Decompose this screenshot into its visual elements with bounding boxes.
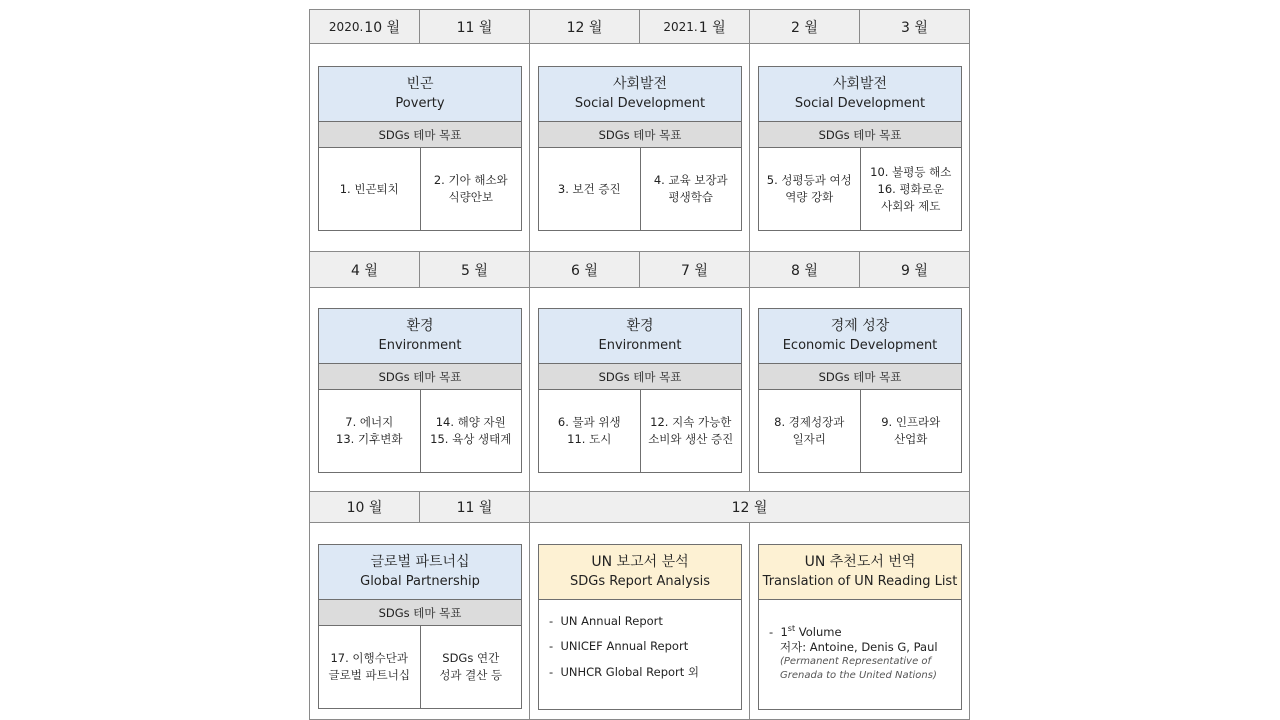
- card-subtitle: SDGs 테마 목표: [759, 122, 961, 148]
- card-subtitle: SDGs 테마 목표: [539, 364, 741, 390]
- card-subtitle: SDGs 테마 목표: [319, 122, 521, 148]
- translation-card: [758, 544, 962, 710]
- volume-line: - 1st Volume: [769, 624, 842, 639]
- goal-cell: 2. 기아 해소와 식량안보: [420, 148, 522, 230]
- goal-cell: SDGs 연간 성과 결산 등: [420, 626, 522, 708]
- goal-cell: 14. 해양 자원 15. 육상 생태계: [420, 390, 522, 472]
- month-header: 4 월: [309, 251, 420, 288]
- month-header: 5 월: [419, 251, 530, 288]
- month-header: 12 월: [529, 9, 640, 44]
- month-header: 2021. 1 월: [639, 9, 750, 44]
- month-header: 7 월: [639, 251, 750, 288]
- goal-cell: 9. 인프라와 산업화: [860, 390, 962, 472]
- goal-cell: 12. 지속 가능한 소비와 생산 증진: [640, 390, 742, 472]
- goal-cell: 6. 물과 위생 11. 도시: [557, 415, 621, 446]
- month-header: 2020. 10 월: [309, 9, 420, 44]
- month-header: 9 월: [859, 251, 970, 288]
- card-title: 빈곤 Poverty: [319, 67, 521, 122]
- theme-card-social-development: [758, 66, 962, 231]
- report-analysis-card: [538, 544, 742, 710]
- card-subtitle: SDGs 테마 목표: [539, 122, 741, 148]
- card-title: UN 보고서 분석 SDGs Report Analysis: [539, 545, 741, 600]
- list-item: - UNHCR Global Report 외: [549, 665, 700, 679]
- card-subtitle: SDGs 테마 목표: [759, 364, 961, 390]
- goal-cell: 10. 불평등 해소 16. 평화로운 사회와 제도: [860, 148, 962, 230]
- card-title: 사회발전 Social Development: [759, 67, 961, 122]
- theme-card-environment: [318, 308, 522, 473]
- column-divider: [749, 44, 750, 251]
- card-title: UN 추천도서 번역 Translation of UN Reading List: [759, 545, 961, 600]
- month-header: 11 월: [419, 491, 530, 523]
- report-list: [539, 600, 741, 689]
- theme-card-social-development: [538, 66, 742, 231]
- reading-list: [759, 600, 961, 683]
- goal-cell: 3. 보건 증진: [557, 181, 621, 196]
- goal-cell: 4. 교육 보장과 평생학습: [640, 148, 742, 230]
- theme-card-poverty: [318, 66, 522, 231]
- card-title: 환경 Environment: [319, 309, 521, 364]
- column-divider: [529, 288, 530, 491]
- author-note: (Permanent Representative of Grenada to the United Nations): [780, 655, 937, 681]
- goal-cell: 7. 에너지 13. 기후변화: [336, 415, 403, 446]
- month-header: 3 월: [859, 9, 970, 44]
- month-header: 8 월: [749, 251, 860, 288]
- card-title: 사회발전 Social Development: [539, 67, 741, 122]
- month-header: 6 월: [529, 251, 640, 288]
- theme-card-environment: [538, 308, 742, 473]
- goal-cell: 5. 성평등과 여성 역량 강화: [766, 173, 852, 204]
- theme-card-economic-development: [758, 308, 962, 473]
- month-header: 2 월: [749, 9, 860, 44]
- month-header: 10 월: [309, 491, 420, 523]
- author-line: 저자: Antoine, Denis G, Paul: [780, 639, 938, 654]
- column-divider: [749, 523, 750, 720]
- goal-cell: 8. 경제성장과 일자리: [774, 415, 845, 446]
- month-header: 12 월: [529, 491, 970, 523]
- goal-cell: 17. 이행수단과 글로벌 파트너십: [328, 651, 410, 682]
- goal-cell: 1. 빈곤퇴치: [339, 181, 399, 196]
- month-header: 11 월: [419, 9, 530, 44]
- card-subtitle: SDGs 테마 목표: [319, 600, 521, 626]
- card-subtitle: SDGs 테마 목표: [319, 364, 521, 390]
- list-item: - UNICEF Annual Report: [549, 639, 689, 653]
- column-divider: [529, 44, 530, 251]
- column-divider: [529, 523, 530, 720]
- theme-card-global-partnership: [318, 544, 522, 709]
- card-title: 글로벌 파트너십 Global Partnership: [319, 545, 521, 600]
- list-item: - UN Annual Report: [549, 614, 663, 628]
- card-title: 경제 성장 Economic Development: [759, 309, 961, 364]
- column-divider: [749, 288, 750, 491]
- card-title: 환경 Environment: [539, 309, 741, 364]
